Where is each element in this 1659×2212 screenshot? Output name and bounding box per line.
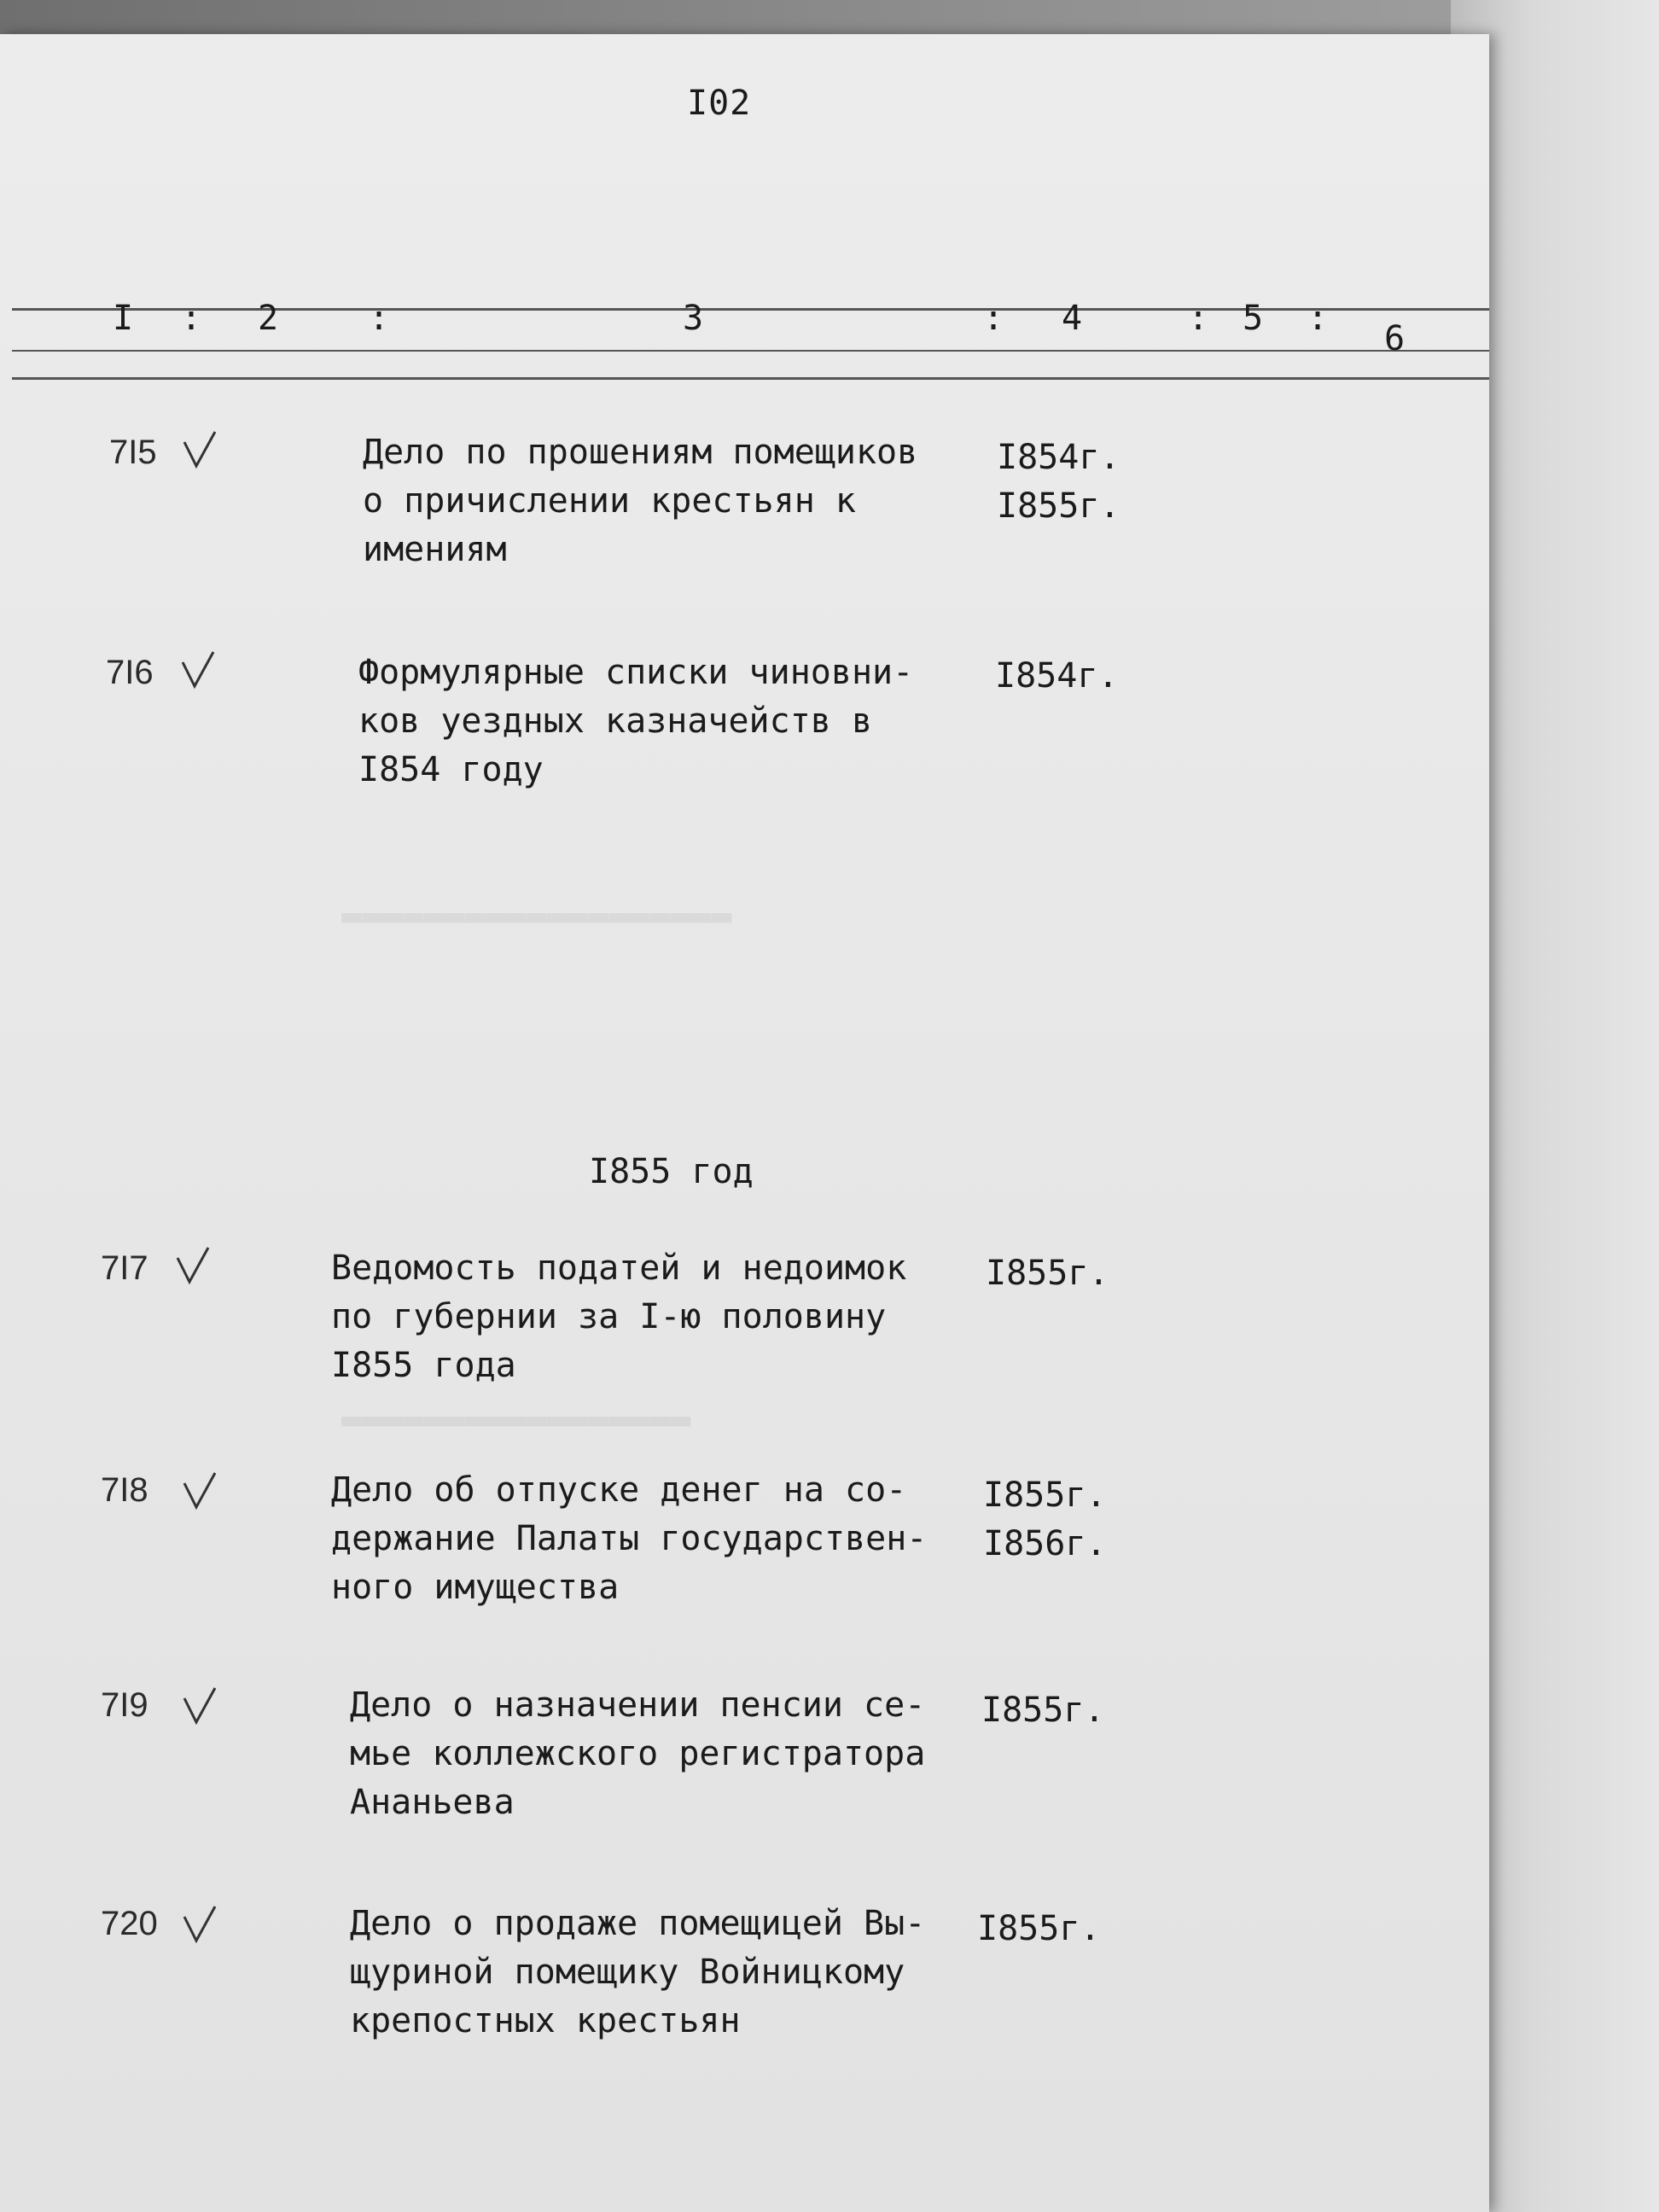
- bleed-through: ▬▬▬▬▬▬▬▬▬▬▬▬▬▬▬▬▬: [341, 1400, 691, 1439]
- description-line: ков уездных казначейств в: [358, 701, 873, 741]
- entry-dates: [986, 1249, 1109, 1298]
- check-mark-icon: [181, 428, 218, 469]
- page-number: I02: [687, 84, 752, 123]
- description-line: Ведомость податей и недоимок: [331, 1249, 907, 1288]
- table-header-bottom-rule: [12, 377, 1489, 380]
- description-line: Дело об отпуске денег на со-: [331, 1470, 907, 1510]
- entry-dates: [983, 1471, 1107, 1569]
- check-mark-icon: [179, 649, 217, 690]
- entry-dates: [997, 434, 1121, 531]
- entry-number: 7I5: [109, 434, 157, 471]
- entry-number: 7I8: [101, 1471, 148, 1509]
- description-line: ного имущества: [331, 1568, 620, 1607]
- description-line: Дело о продаже помещицей Вы-: [350, 1904, 926, 1943]
- col-header-2: 2: [258, 299, 279, 338]
- entry-dates: [995, 652, 1119, 701]
- entry-description: [331, 1244, 946, 1390]
- table-header-mid-rule: [12, 350, 1489, 352]
- description-line: имениям: [363, 530, 507, 569]
- entry-number: 7I7: [101, 1249, 148, 1287]
- entry-date: I854г.: [997, 438, 1121, 477]
- description-line: I854 году: [358, 750, 544, 789]
- description-line: держание Палаты государствен-: [331, 1519, 928, 1558]
- description-line: щуриной помещику Войницкому: [350, 1953, 905, 1992]
- table-header-top-rule: [12, 308, 1489, 311]
- col-separator: :: [983, 299, 1004, 338]
- entry-description: [350, 1681, 964, 1827]
- description-line: I855 года: [331, 1346, 516, 1385]
- entry-dates: [977, 1905, 1101, 1953]
- entry-number: 7I9: [101, 1686, 148, 1724]
- description-line: крепостных крестьян: [350, 2001, 741, 2040]
- entry-date: I856г.: [983, 1524, 1107, 1563]
- col-separator: :: [181, 299, 202, 338]
- col-header-1: I: [113, 299, 134, 338]
- entry-number: 7I6: [106, 654, 154, 691]
- section-title: I855 год: [589, 1152, 754, 1191]
- entry-date: I854г.: [995, 656, 1119, 696]
- entry-dates: [981, 1686, 1105, 1735]
- description-line: о причислении крестьян к: [363, 481, 856, 521]
- col-header-5: 5: [1243, 299, 1264, 338]
- col-header-6: 6: [1384, 319, 1406, 358]
- entry-date: I855г.: [983, 1476, 1107, 1515]
- col-header-4: 4: [1062, 299, 1083, 338]
- entry-date: I855г.: [981, 1691, 1105, 1730]
- col-separator: :: [369, 299, 390, 338]
- description-line: Дело по прошениям помещиков: [363, 433, 918, 472]
- entry-description: [363, 428, 977, 574]
- bleed-through: ▬▬▬▬▬▬▬▬▬▬▬▬▬▬▬▬▬▬▬: [341, 896, 732, 935]
- document-page: [0, 34, 1489, 2212]
- description-line: мье коллежского регистратора: [350, 1734, 926, 1773]
- check-mark-icon: [181, 1903, 218, 1944]
- description-line: по губернии за I-ю половину: [331, 1297, 887, 1336]
- entry-date: I855г.: [977, 1909, 1101, 1948]
- description-line: Дело о назначении пенсии се-: [350, 1685, 926, 1725]
- check-mark-icon: [181, 1470, 218, 1511]
- check-mark-icon: [181, 1685, 218, 1726]
- description-line: Ананьева: [350, 1783, 515, 1822]
- entry-description: [331, 1466, 946, 1612]
- check-mark-icon: [174, 1244, 212, 1285]
- entry-description: [350, 1900, 964, 2046]
- entry-date: I855г.: [997, 486, 1121, 526]
- entry-description: [358, 649, 973, 795]
- description-line: Формулярные списки чиновни-: [358, 653, 914, 692]
- entry-number: 720: [101, 1905, 158, 1942]
- col-separator: :: [1307, 299, 1329, 338]
- col-header-3: 3: [683, 299, 704, 338]
- col-separator: :: [1188, 299, 1209, 338]
- entry-date: I855г.: [986, 1254, 1109, 1293]
